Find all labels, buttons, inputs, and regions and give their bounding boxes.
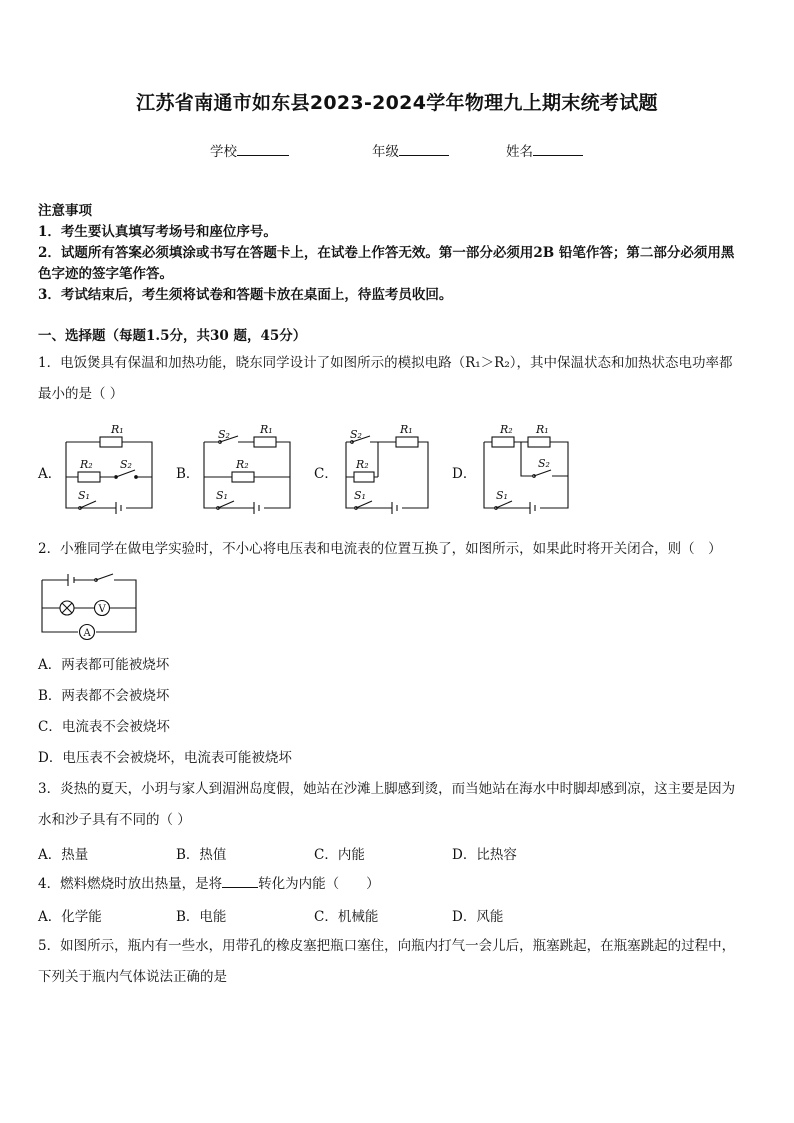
r1-label: R₁	[260, 423, 273, 436]
q1-option-a-label: A．	[38, 466, 62, 482]
q5-stem-line2: 下列关于瓶内气体说法正确的是	[38, 969, 227, 985]
name-field[interactable]	[506, 140, 583, 160]
q1-option-b-label: B．	[176, 466, 200, 482]
q1-circuit-a	[60, 420, 160, 524]
q2-option-c[interactable]: C．电流表不会被烧坏	[38, 719, 170, 735]
q4-stem	[38, 874, 380, 894]
s2-label: S₂	[218, 428, 230, 441]
q4-option-d[interactable]: D．风能	[452, 909, 504, 925]
r2-label: R₂	[356, 458, 369, 471]
q1-circuit-d	[474, 420, 574, 524]
notice-item: 2．试题所有答案必须填涂或书写在答题卡上，在试卷上作答无效。第一部分必须用2B 铅笔作答；第二部分必须用黑	[38, 245, 735, 261]
r1-label: R₁	[536, 423, 549, 436]
r2-label: R₂	[80, 458, 93, 471]
s1-label: S₁	[354, 489, 366, 502]
q3-stem-line2: 水和沙子具有不同的（ ）	[38, 812, 191, 828]
page-title: 江苏省南通市如东县2023-2024学年物理九上期末统考试题	[136, 92, 658, 114]
school-label: 学校	[210, 144, 237, 160]
q4-option-a[interactable]: A．化学能	[38, 909, 102, 925]
grade-blank[interactable]	[399, 141, 449, 156]
q2-option-d[interactable]: D．电压表不会被烧坏，电流表可能被烧坏	[38, 750, 292, 766]
grade-field[interactable]	[372, 140, 449, 160]
notice-heading: 注意事项	[38, 203, 92, 219]
grade-label: 年级	[372, 144, 399, 160]
s1-label: S₁	[496, 489, 508, 502]
voltmeter-symbol: V	[98, 604, 106, 615]
q4-option-b[interactable]: B．电能	[176, 909, 227, 925]
school-field[interactable]	[210, 140, 289, 160]
q3-stem-line1: 3．炎热的夏天，小玥与家人到湄洲岛度假，她站在沙滩上脚感到烫，而当她站在海水中时脚却感到凉，这主要是因为	[38, 781, 736, 797]
q5-stem-line1: 5．如图所示，瓶内有一些水，用带孔的橡皮塞把瓶口塞住，向瓶内打气一会儿后，瓶塞跳起，在瓶塞跳起的过程中，	[38, 938, 736, 954]
name-blank[interactable]	[533, 141, 583, 156]
q1-circuit-c	[336, 420, 436, 524]
q4-stem-pre: 4．燃料燃烧时放出热量，是将	[38, 876, 223, 892]
q1-option-c-label: C．	[314, 466, 338, 482]
name-label: 姓名	[506, 144, 533, 160]
r1-label: R₁	[111, 423, 124, 436]
q2-circuit	[38, 570, 142, 640]
r2-label: R₂	[500, 423, 513, 436]
r2-label: R₂	[236, 458, 249, 471]
q3-option-a[interactable]: A．热量	[38, 847, 89, 863]
s1-label: S₁	[216, 489, 228, 502]
q1-option-d-label: D．	[452, 466, 477, 482]
q4-option-c[interactable]: C．机械能	[314, 909, 379, 925]
notice-item: 色字迹的签字笔作答。	[38, 266, 173, 282]
q2-stem: 2．小雅同学在做电学实验时，不小心将电压表和电流表的位置互换了，如图所示，如果此时将开关闭合，则（ ）	[38, 541, 722, 557]
q1-stem-line1: 1．电饭煲具有保温和加热功能，晓东同学设计了如图所示的模拟电路（R₁＞R₂），其中保温状态和加热状态电功率都	[38, 355, 733, 371]
q3-option-b[interactable]: B．热值	[176, 847, 227, 863]
q3-option-d[interactable]: D．比热容	[452, 847, 517, 863]
notice-item: 1．考生要认真填写考场号和座位序号。	[38, 224, 277, 240]
s2-label: S₂	[538, 457, 550, 470]
s1-label: S₁	[78, 489, 90, 502]
q2-option-b[interactable]: B．两表都不会被烧坏	[38, 688, 170, 704]
q4-blank[interactable]	[222, 875, 258, 888]
q1-circuit-b	[198, 420, 298, 524]
q1-stem-line2: 最小的是（ ）	[38, 386, 124, 402]
q4-stem-post: 转化为内能（ ）	[258, 876, 380, 892]
s2-label: S₂	[350, 428, 362, 441]
s2-label: S₂	[120, 458, 132, 471]
notice-item: 3．考试结束后，考生须将试卷和答题卡放在桌面上，待监考员收回。	[38, 287, 453, 303]
r1-label: R₁	[400, 423, 413, 436]
school-blank[interactable]	[237, 141, 289, 156]
q2-option-a[interactable]: A．两表都可能被烧坏	[38, 657, 170, 673]
q3-option-c[interactable]: C．内能	[314, 847, 365, 863]
section-heading: 一、选择题（每题1.5分，共30 题，45分）	[38, 328, 307, 344]
ammeter-symbol: A	[83, 628, 91, 639]
